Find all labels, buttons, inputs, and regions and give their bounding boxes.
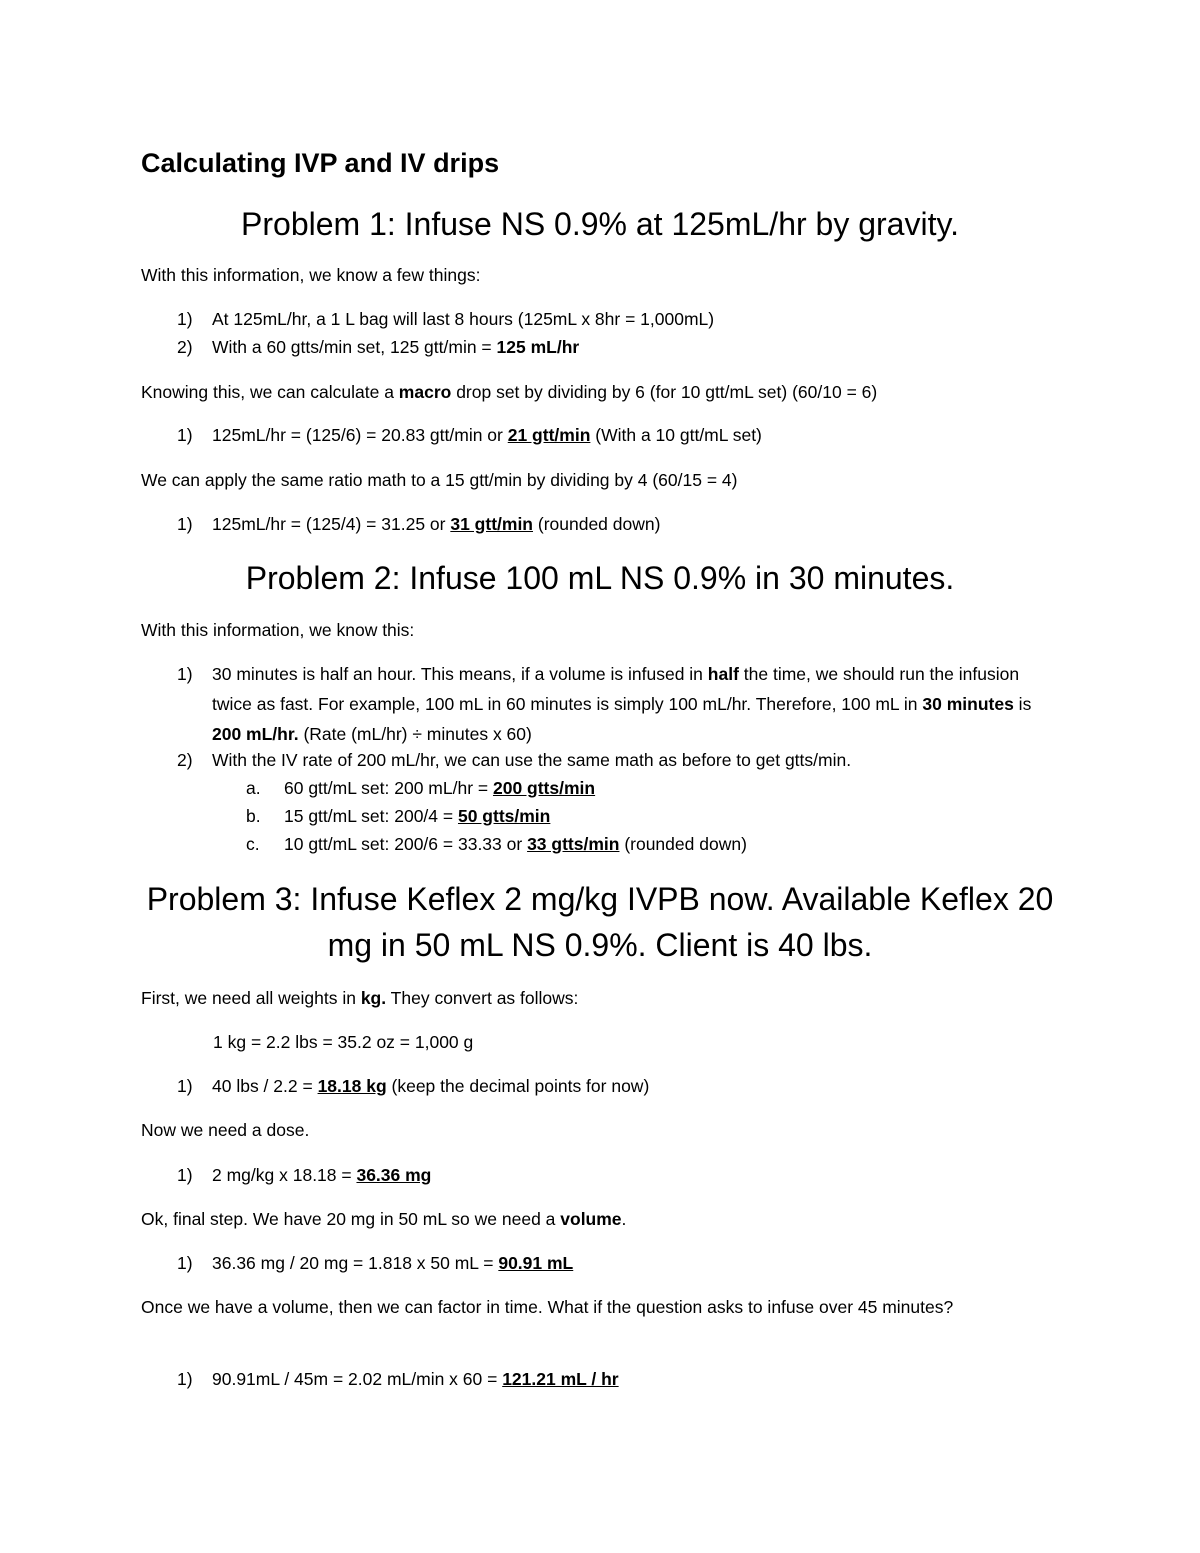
list-text: 125mL/hr = (125/4) = 31.25 or 31 gtt/min (rounded down) <box>212 514 661 534</box>
problem-3-heading-line-2: mg in 50 mL NS 0.9%. Client is 40 lbs. <box>327 927 873 963</box>
rate-bold: 125 mL/hr <box>496 337 580 357</box>
weights-paragraph: First, we need all weights in kg. They convert as follows: <box>141 988 579 1008</box>
weight-conversion: 1 kg = 2.2 lbs = 35.2 oz = 1,000 g <box>213 1032 474 1052</box>
sub-letter: b. <box>246 806 261 826</box>
document-title: Calculating IVP and IV drips <box>141 148 500 178</box>
list-number: 2) <box>177 337 193 357</box>
list-number: 1) <box>177 514 193 534</box>
answer-underlined: 33 gtts/min <box>527 834 620 854</box>
answer-underlined: 90.91 mL <box>498 1253 574 1273</box>
list-text: 2 mg/kg x 18.18 = 36.36 mg <box>212 1165 432 1185</box>
answer-underlined: 18.18 kg <box>317 1076 387 1096</box>
list-text: 36.36 mg / 20 mg = 1.818 x 50 mL = 90.91 mL <box>212 1253 574 1273</box>
macro-bold: macro <box>398 382 452 402</box>
kg-bold: kg. <box>360 988 387 1008</box>
list-number: 1) <box>177 425 193 445</box>
answer-underlined: 36.36 mg <box>356 1165 432 1185</box>
sub-text: 15 gtt/mL set: 200/4 = 50 gtts/min <box>284 806 551 826</box>
answer-underlined: 121.21 mL / hr <box>502 1369 619 1389</box>
list-text: 30 minutes is half an hour. This means, if a volume is infused in half the time, we should run the infusion twice as fast. For example, 100 mL in 60 minutes is simply 100 mL/hr. Therefore, 100 mL in 30 minutes is 200 mL/hr. (Rate (mL/hr) ÷ minutes x 60) <box>212 664 1032 744</box>
volume-bold: volume <box>560 1209 622 1229</box>
list-text: 125mL/hr = (125/6) = 20.83 gtt/min or 21 gtt/min (With a 10 gtt/mL set) <box>212 425 762 445</box>
problem-1-heading: Problem 1: Infuse NS 0.9% at 125mL/hr by gravity. <box>241 206 959 242</box>
problem-2-intro: With this information, we know this: <box>141 620 415 640</box>
list-number: 1) <box>177 309 193 329</box>
list-text: With a 60 gtts/min set, 125 gtt/min = 125 mL/hr <box>212 337 580 357</box>
problem-1-intro: With this information, we know a few things: <box>141 265 481 285</box>
sub-letter: c. <box>246 834 260 854</box>
list-number: 1) <box>177 1165 193 1185</box>
half-bold: half <box>707 664 739 684</box>
problem-2-heading: Problem 2: Infuse 100 mL NS 0.9% in 30 minutes. <box>245 560 955 596</box>
list-number: 2) <box>177 750 193 770</box>
answer-underlined: 21 gtt/min <box>507 425 591 445</box>
dose-paragraph: Now we need a dose. <box>141 1120 310 1140</box>
list-text: At 125mL/hr, a 1 L bag will last 8 hours (125mL x 8hr = 1,000mL) <box>212 309 715 329</box>
list-text: 40 lbs / 2.2 = 18.18 kg (keep the decimal points for now) <box>212 1076 650 1096</box>
answer-underlined: 200 gtts/min <box>492 778 596 798</box>
list-number: 1) <box>177 1076 193 1096</box>
sub-text: 10 gtt/mL set: 200/6 = 33.33 or 33 gtts/min (rounded down) <box>284 834 747 854</box>
macro-drop-paragraph: Knowing this, we can calculate a macro drop set by dividing by 6 (for 10 gtt/mL set) (60/10 = 6) <box>141 382 878 402</box>
ratio-paragraph: We can apply the same ratio math to a 15 gtt/min by dividing by 4 (60/15 = 4) <box>141 470 738 490</box>
list-text: 90.91mL / 45m = 2.02 mL/min x 60 = 121.21 mL / hr <box>212 1369 619 1389</box>
list-text: With the IV rate of 200 mL/hr, we can use the same math as before to get gtts/min. <box>212 750 852 770</box>
thirty-minutes-bold: 30 minutes <box>922 694 1014 714</box>
problem-3-heading-line-1: Problem 3: Infuse Keflex 2 mg/kg IVPB now. Available Keflex 20 <box>146 881 1054 917</box>
list-number: 1) <box>177 664 193 684</box>
sub-text: 60 gtt/mL set: 200 mL/hr = 200 gtts/min <box>284 778 596 798</box>
answer-underlined: 50 gtts/min <box>457 806 551 826</box>
list-number: 1) <box>177 1369 193 1389</box>
volume-paragraph: Ok, final step. We have 20 mg in 50 mL so we need a volume. <box>141 1209 627 1229</box>
list-number: 1) <box>177 1253 193 1273</box>
rate-bold: 200 mL/hr. <box>212 724 299 744</box>
time-paragraph: Once we have a volume, then we can factor in time. What if the question asks to infuse over 45 minutes? <box>141 1297 954 1317</box>
answer-underlined: 31 gtt/min <box>450 514 533 534</box>
sub-letter: a. <box>246 778 261 798</box>
